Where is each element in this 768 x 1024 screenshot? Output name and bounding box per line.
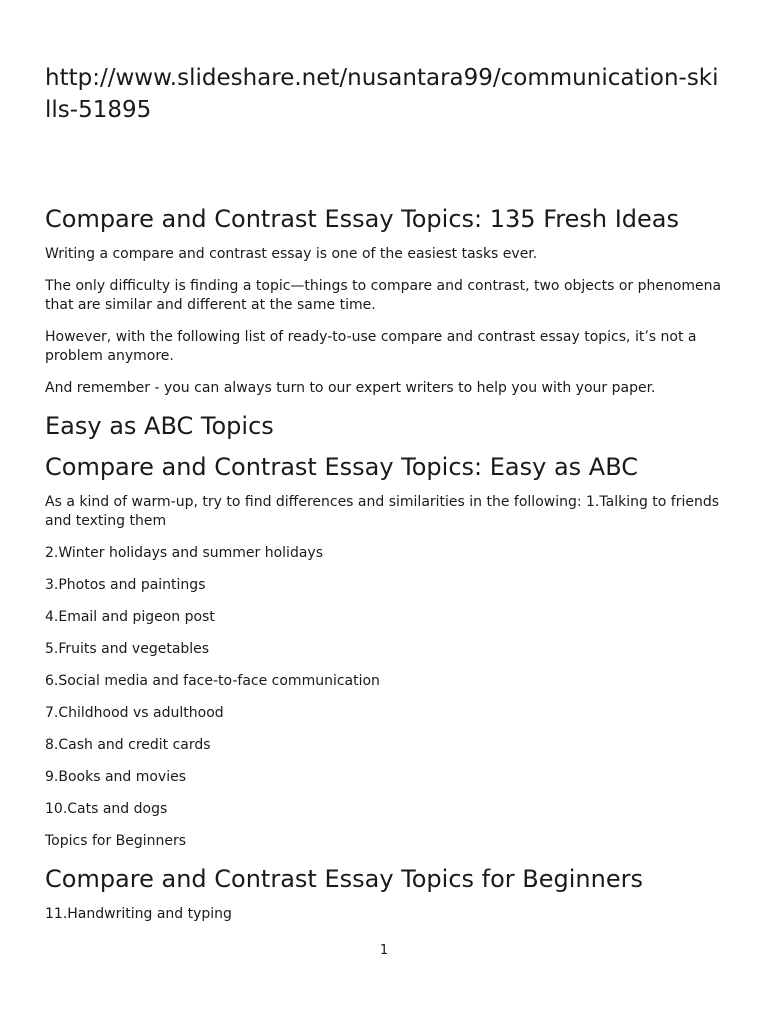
list-item: 8.Cash and credit cards: [45, 737, 211, 753]
list-item: 9.Books and movies: [45, 769, 187, 785]
section-intro: As a kind of warm-up, try to find differences and similarities in the following: 1.Talking to friends and texting them: [45, 494, 720, 529]
list-item: 6.Social media and face-to-face communication: [45, 673, 380, 689]
section-short-heading: Topics for Beginners: [45, 833, 187, 849]
topic-list: [45, 905, 725, 924]
page-number: 1: [379, 943, 389, 958]
list-item: 11.Handwriting and typing: [45, 906, 232, 922]
list-item: 3.Photos and paintings: [45, 577, 206, 593]
list-item: 5.Fruits and vegetables: [45, 641, 210, 657]
list-item: 4.Email and pigeon post: [45, 609, 215, 625]
topic-list: [45, 544, 725, 819]
section-heading: Compare and Contrast Essay Topics: Easy as ABC: [45, 453, 639, 481]
page-content: [45, 62, 725, 937]
section-short-heading: Easy as ABC Topics: [45, 412, 274, 440]
list-item: 10.Cats and dogs: [45, 801, 168, 817]
intro-paragraph: Writing a compare and contrast essay is one of the easiest tasks ever.: [45, 246, 538, 262]
intro-paragraph: And remember - you can always turn to our expert writers to help you with your paper.: [45, 380, 656, 396]
section-heading: Compare and Contrast Essay Topics for Beginners: [45, 865, 643, 893]
intro-paragraph: However, with the following list of ready-to-use compare and contrast essay topics, it’s not a problem anymore.: [45, 329, 697, 364]
intro-paragraph: The only difficulty is finding a topic—things to compare and contrast, two objects or phenomena that are similar and different at the same time.: [45, 278, 722, 313]
document-title: Compare and Contrast Essay Topics: 135 Fresh Ideas: [45, 205, 679, 233]
source-url: http://www.slideshare.net/nusantara99/communication-skills-51895: [45, 65, 719, 123]
list-item: 2.Winter holidays and summer holidays: [45, 545, 323, 561]
list-item: 7.Childhood vs adulthood: [45, 705, 224, 721]
